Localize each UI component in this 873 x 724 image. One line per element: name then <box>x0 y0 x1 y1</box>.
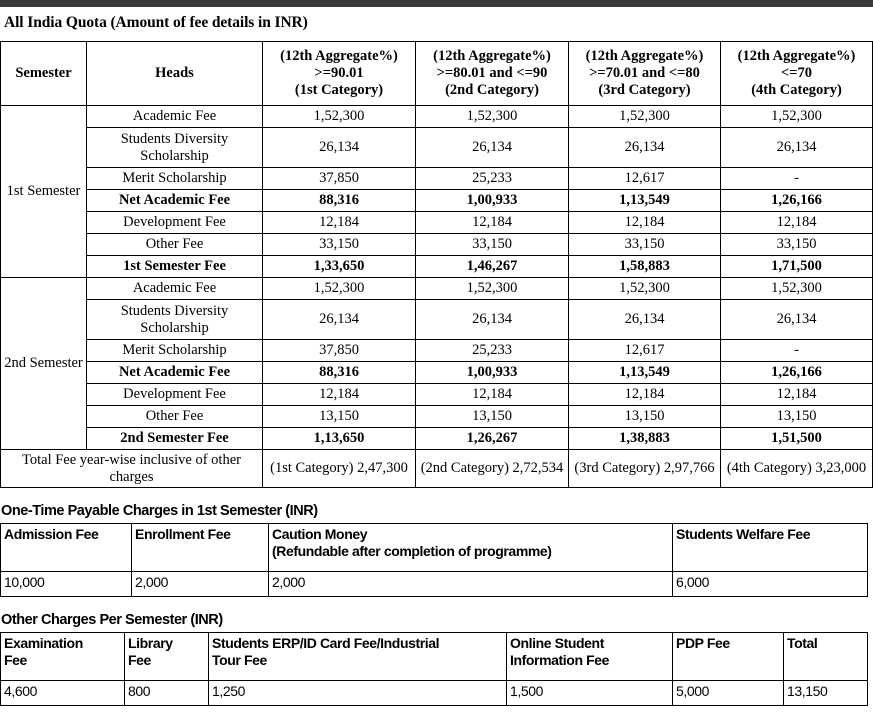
library-fee-line2: Fee <box>128 652 151 668</box>
cell-value: 26,134 <box>416 300 569 340</box>
page-title: All India Quota (Amount of fee details in INR) <box>4 14 308 31</box>
cell-value: 1,58,883 <box>569 256 721 278</box>
all-india-quota-fee-table <box>0 41 873 488</box>
cell-value: 1,52,300 <box>263 278 416 300</box>
cell-value: 26,134 <box>263 300 416 340</box>
cell-value: - <box>721 168 873 190</box>
col-header-online-student-information-fee <box>507 633 673 681</box>
col-header-caution-money <box>269 524 673 572</box>
cell-value: 1,33,650 <box>263 256 416 278</box>
total-cat4-line2: Category) 3,23,000 <box>753 460 867 476</box>
table-row <box>1 572 868 597</box>
cat4-line3: (4th Category) <box>751 82 842 98</box>
cell-value: 13,150 <box>263 406 416 428</box>
table-row <box>1 190 873 212</box>
cell-caution-money: 2,000 <box>269 572 673 597</box>
row-head <box>87 300 263 340</box>
row-head-line1: Students Diversity <box>120 130 229 147</box>
total-cell-category-2 <box>416 450 569 488</box>
semester-1-label <box>1 106 87 278</box>
col-header-students-welfare-fee: Students Welfare Fee <box>673 524 868 572</box>
cell-pdp-fee: 5,000 <box>673 681 784 706</box>
cell-value: 25,233 <box>416 168 569 190</box>
total-fee-label <box>1 450 263 488</box>
examination-fee-line2: Fee <box>4 652 27 668</box>
total-fee-label-line1: Total Fee year-wise inclusive of other <box>22 451 241 468</box>
other-charges-table <box>0 632 868 706</box>
cell-value: 12,184 <box>569 384 721 406</box>
cell-library-fee: 800 <box>125 681 209 706</box>
table-row <box>1 278 873 300</box>
total-cat2-line2: Category) 2,72,534 <box>450 460 564 476</box>
cat4-line2: <=70 <box>780 65 813 81</box>
row-head: Merit Scholarship <box>87 168 263 190</box>
col-header-admission-fee: Admission Fee <box>1 524 132 572</box>
cell-value: - <box>721 340 873 362</box>
row-head-line2: Scholarship <box>140 319 209 336</box>
cell-value: 1,13,549 <box>569 362 721 384</box>
cat2-line2: >=80.01 and <=90 <box>436 65 548 81</box>
cat2-line1: (12th Aggregate%) <box>433 48 551 64</box>
cell-value: 1,52,300 <box>416 278 569 300</box>
total-cell-category-1 <box>263 450 416 488</box>
row-head: 2nd Semester Fee <box>87 428 263 450</box>
cell-value: 26,134 <box>569 300 721 340</box>
cat1-line2: >=90.01 <box>314 65 364 81</box>
cell-value: 12,184 <box>416 384 569 406</box>
total-cat3-line1: (3rd <box>574 460 599 476</box>
cell-value: 1,26,166 <box>721 190 873 212</box>
cell-value: 12,184 <box>416 212 569 234</box>
cell-value: 88,316 <box>263 190 416 212</box>
cell-value: 37,850 <box>263 340 416 362</box>
total-cat2-line1: (2nd <box>420 460 448 476</box>
col-header-category-3 <box>569 42 721 106</box>
table-row <box>1 168 873 190</box>
total-cell-category-3 <box>569 450 721 488</box>
cat4-line1: (12th Aggregate%) <box>737 48 856 64</box>
cell-online-student-information-fee: 1,500 <box>507 681 673 706</box>
table-header-row <box>1 524 868 572</box>
total-fee-row <box>1 450 873 488</box>
semester-2-label-line1: 2nd <box>4 355 26 371</box>
row-head: Development Fee <box>87 212 263 234</box>
cell-value: 1,52,300 <box>263 106 416 128</box>
cat2-line3: (2nd Category) <box>445 82 539 98</box>
table-row <box>1 128 873 168</box>
cell-value: 1,26,267 <box>416 428 569 450</box>
cell-value: 25,233 <box>416 340 569 362</box>
other-charges-heading: Other Charges Per Semester (INR) <box>1 612 223 628</box>
library-fee-line1: Library <box>128 635 173 651</box>
cat3-line2: >=70.01 and <=80 <box>589 65 700 81</box>
cell-value: 12,184 <box>569 212 721 234</box>
cell-value: 1,00,933 <box>416 190 569 212</box>
row-head <box>87 128 263 168</box>
cell-value: 1,13,650 <box>263 428 416 450</box>
col-header-heads: Heads <box>87 42 263 106</box>
cell-value: 12,617 <box>569 340 721 362</box>
cell-value: 12,617 <box>569 168 721 190</box>
semester-2-label <box>1 278 87 450</box>
col-header-total: Total <box>784 633 868 681</box>
row-head: Other Fee <box>87 406 263 428</box>
cell-value: 37,850 <box>263 168 416 190</box>
cell-admission-fee: 10,000 <box>1 572 132 597</box>
table-row <box>1 234 873 256</box>
caution-money-line2: (Refundable after completion of programme) <box>272 543 552 559</box>
semester-1-label-line1: 1st <box>6 183 24 199</box>
row-head: 1st Semester Fee <box>87 256 263 278</box>
row-head: Academic Fee <box>87 106 263 128</box>
table-header-row <box>1 633 868 681</box>
table-row <box>1 256 873 278</box>
col-header-category-4 <box>721 42 873 106</box>
cell-value: 13,150 <box>416 406 569 428</box>
cell-students-welfare-fee: 6,000 <box>673 572 868 597</box>
cat3-line1: (12th Aggregate%) <box>585 48 704 64</box>
cell-value: 1,26,166 <box>721 362 873 384</box>
cell-value: 13,150 <box>721 406 873 428</box>
cat3-line3: (3rd Category) <box>598 82 691 98</box>
cell-value: 26,134 <box>721 300 873 340</box>
cell-value: 13,150 <box>569 406 721 428</box>
cell-value: 12,184 <box>721 212 873 234</box>
erp-fee-line1: Students ERP/ID Card Fee/Industrial <box>212 635 440 651</box>
cell-value: 12,184 <box>263 384 416 406</box>
cell-value: 26,134 <box>721 128 873 168</box>
col-header-semester: Semester <box>1 42 87 106</box>
col-header-library-fee <box>125 633 209 681</box>
cell-value: 12,184 <box>263 212 416 234</box>
table-row <box>1 106 873 128</box>
caution-money-line1: Caution Money <box>272 526 368 542</box>
col-header-category-2 <box>416 42 569 106</box>
examination-fee-line1: Examination <box>4 635 83 651</box>
semester-1-label-line2: Semester <box>27 183 81 199</box>
row-head: Merit Scholarship <box>87 340 263 362</box>
cell-value: 1,46,267 <box>416 256 569 278</box>
cell-value: 33,150 <box>263 234 416 256</box>
col-header-pdp-fee: PDP Fee <box>673 633 784 681</box>
cell-value: 12,184 <box>721 384 873 406</box>
one-time-charges-table <box>0 523 868 597</box>
col-header-category-1 <box>263 42 416 106</box>
semester-2-label-line2: Semester <box>29 355 83 371</box>
cell-value: 1,13,549 <box>569 190 721 212</box>
cell-value: 88,316 <box>263 362 416 384</box>
cell-value: 1,00,933 <box>416 362 569 384</box>
cell-value: 26,134 <box>263 128 416 168</box>
cell-value: 1,71,500 <box>721 256 873 278</box>
table-row <box>1 384 873 406</box>
cell-value: 33,150 <box>569 234 721 256</box>
cell-value: 26,134 <box>569 128 721 168</box>
total-cat1-line2: Category) 2,47,300 <box>295 460 408 476</box>
table-row <box>1 340 873 362</box>
row-head: Net Academic Fee <box>87 190 263 212</box>
table-row <box>1 681 868 706</box>
table-row <box>1 212 873 234</box>
top-window-bar <box>0 0 873 7</box>
cell-erp-id-card-fee: 1,250 <box>209 681 507 706</box>
cat1-line1: (12th Aggregate%) <box>280 48 398 64</box>
row-head-line2: Scholarship <box>140 147 209 164</box>
row-head: Other Fee <box>87 234 263 256</box>
table-row <box>1 362 873 384</box>
cell-value: 33,150 <box>416 234 569 256</box>
row-head-line1: Students Diversity <box>120 302 229 319</box>
cell-value: 1,52,300 <box>569 106 721 128</box>
total-cell-category-4 <box>721 450 873 488</box>
online-info-fee-line1: Online Student <box>510 635 604 651</box>
col-header-erp-id-card-fee <box>209 633 507 681</box>
total-cat1-line1: (1st <box>270 460 292 476</box>
cell-total: 13,150 <box>784 681 868 706</box>
cat1-line3: (1st Category) <box>294 82 384 98</box>
table-row <box>1 300 873 340</box>
cell-value: 1,51,500 <box>721 428 873 450</box>
cell-value: 1,52,300 <box>569 278 721 300</box>
online-info-fee-line2: Information Fee <box>510 652 610 668</box>
cell-value: 26,134 <box>416 128 569 168</box>
cell-value: 1,38,883 <box>569 428 721 450</box>
col-header-examination-fee <box>1 633 125 681</box>
cell-enrollment-fee: 2,000 <box>132 572 269 597</box>
row-head: Net Academic Fee <box>87 362 263 384</box>
table-row <box>1 428 873 450</box>
cell-value: 1,52,300 <box>416 106 569 128</box>
row-head: Development Fee <box>87 384 263 406</box>
total-fee-label-line2: charges <box>109 468 154 485</box>
cell-value: 33,150 <box>721 234 873 256</box>
one-time-charges-heading: One-Time Payable Charges in 1st Semester (INR) <box>1 503 318 519</box>
row-head: Academic Fee <box>87 278 263 300</box>
table-header-row <box>1 42 873 106</box>
cell-examination-fee: 4,600 <box>1 681 125 706</box>
total-cat3-line2: Category) 2,97,766 <box>602 460 715 476</box>
document-page <box>0 7 873 706</box>
cell-value: 1,52,300 <box>721 278 873 300</box>
table-row <box>1 406 873 428</box>
erp-fee-line2: Tour Fee <box>212 652 267 668</box>
total-cat4-line1: (4th <box>726 460 751 476</box>
cell-value: 1,52,300 <box>721 106 873 128</box>
col-header-enrollment-fee: Enrollment Fee <box>132 524 269 572</box>
